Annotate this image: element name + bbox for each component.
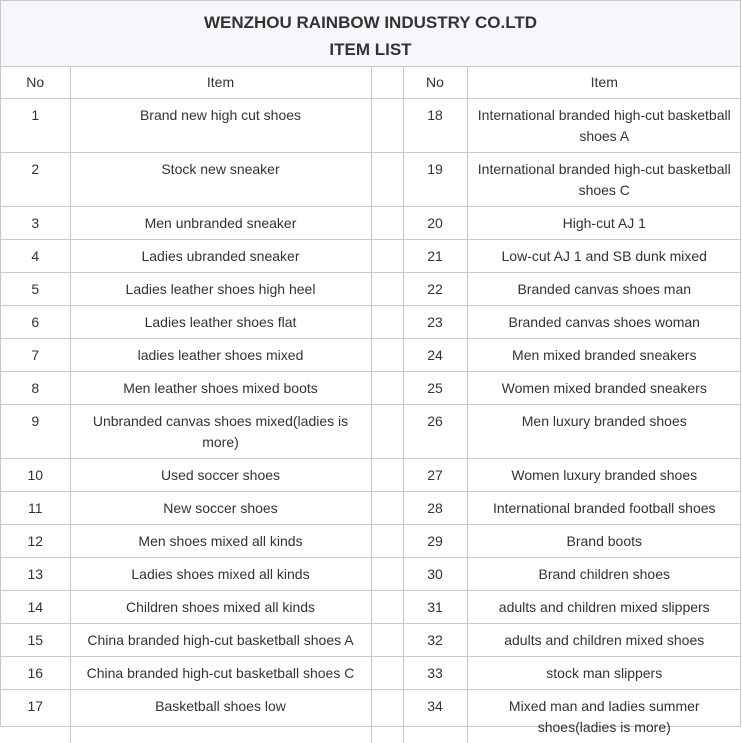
list-title: ITEM LIST bbox=[329, 40, 412, 59]
spacer-cell bbox=[371, 206, 403, 239]
item-name-right: Men luxury branded shoes bbox=[467, 404, 741, 458]
row-number-left: 15 bbox=[1, 623, 70, 656]
spacer-cell bbox=[371, 689, 403, 743]
item-name-right: Branded canvas shoes woman bbox=[467, 305, 741, 338]
table-row bbox=[1, 656, 741, 689]
row-number-right: 22 bbox=[403, 272, 467, 305]
item-name-left: New soccer shoes bbox=[70, 491, 371, 524]
row-number-right: 34 bbox=[403, 689, 467, 743]
table-row bbox=[1, 458, 741, 491]
spacer-cell bbox=[371, 557, 403, 590]
row-number-left: 12 bbox=[1, 524, 70, 557]
table-row bbox=[1, 98, 741, 152]
item-name-left: Ladies leather shoes high heel bbox=[70, 272, 371, 305]
row-number-left: 10 bbox=[1, 458, 70, 491]
item-name-right: International branded high-cut basketball shoes A bbox=[467, 98, 741, 152]
row-number-right: 27 bbox=[403, 458, 467, 491]
company-name: WENZHOU RAINBOW INDUSTRY CO.LTD bbox=[203, 13, 538, 32]
item-name-right: Women luxury branded shoes bbox=[467, 458, 741, 491]
table-row bbox=[1, 590, 741, 623]
table-row bbox=[1, 239, 741, 272]
item-name-right: Men mixed branded sneakers bbox=[467, 338, 741, 371]
row-number-right: 24 bbox=[403, 338, 467, 371]
row-number-left: 11 bbox=[1, 491, 70, 524]
spacer-cell bbox=[371, 338, 403, 371]
row-number-right: 26 bbox=[403, 404, 467, 458]
spacer-cell bbox=[371, 152, 403, 206]
item-name-right: Women mixed branded sneakers bbox=[467, 371, 741, 404]
spacer-cell bbox=[371, 458, 403, 491]
row-number-right: 30 bbox=[403, 557, 467, 590]
table-row bbox=[1, 491, 741, 524]
spacer-cell bbox=[371, 272, 403, 305]
item-name-left: Men shoes mixed all kinds bbox=[70, 524, 371, 557]
row-number-right: 25 bbox=[403, 371, 467, 404]
table-row bbox=[1, 152, 741, 206]
row-number-right: 31 bbox=[403, 590, 467, 623]
row-number-left: 17 bbox=[1, 689, 70, 743]
row-number-right: 21 bbox=[403, 239, 467, 272]
row-number-left: 3 bbox=[1, 206, 70, 239]
item-name-left: ladies leather shoes mixed bbox=[70, 338, 371, 371]
row-number-left: 16 bbox=[1, 656, 70, 689]
header-no-left: No bbox=[1, 67, 70, 98]
header-row bbox=[1, 67, 741, 98]
table-row bbox=[1, 689, 741, 743]
row-number-right: 19 bbox=[403, 152, 467, 206]
item-name-left: Ladies shoes mixed all kinds bbox=[70, 557, 371, 590]
table-body bbox=[1, 98, 741, 743]
table-row bbox=[1, 557, 741, 590]
spacer-cell bbox=[371, 305, 403, 338]
item-table bbox=[1, 67, 741, 743]
item-name-right: International branded high-cut basketball shoes C bbox=[467, 152, 741, 206]
item-name-right: Low-cut AJ 1 and SB dunk mixed bbox=[467, 239, 741, 272]
table-row bbox=[1, 623, 741, 656]
row-number-right: 33 bbox=[403, 656, 467, 689]
item-name-right: Mixed man and ladies summer shoes(ladies is more) bbox=[467, 689, 741, 743]
spacer-cell bbox=[371, 656, 403, 689]
table-row bbox=[1, 338, 741, 371]
item-name-left: China branded high-cut basketball shoes C bbox=[70, 656, 371, 689]
row-number-right: 20 bbox=[403, 206, 467, 239]
item-name-right: Brand boots bbox=[467, 524, 741, 557]
item-name-left: Children shoes mixed all kinds bbox=[70, 590, 371, 623]
row-number-left: 8 bbox=[1, 371, 70, 404]
row-number-left: 5 bbox=[1, 272, 70, 305]
spacer-cell bbox=[371, 404, 403, 458]
item-name-left: Stock new sneaker bbox=[70, 152, 371, 206]
spacer-cell bbox=[371, 524, 403, 557]
item-name-right: High-cut AJ 1 bbox=[467, 206, 741, 239]
table-row bbox=[1, 206, 741, 239]
item-name-right: International branded football shoes bbox=[467, 491, 741, 524]
item-name-right: adults and children mixed shoes bbox=[467, 623, 741, 656]
row-number-right: 28 bbox=[403, 491, 467, 524]
item-name-right: Brand children shoes bbox=[467, 557, 741, 590]
item-name-left: Men leather shoes mixed boots bbox=[70, 371, 371, 404]
item-name-left: Basketball shoes low bbox=[70, 689, 371, 743]
spacer-cell bbox=[371, 98, 403, 152]
row-number-left: 6 bbox=[1, 305, 70, 338]
item-name-right: Branded canvas shoes man bbox=[467, 272, 741, 305]
header-item-left: Item bbox=[70, 67, 371, 98]
table-row bbox=[1, 272, 741, 305]
item-name-left: Ladies leather shoes flat bbox=[70, 305, 371, 338]
row-number-left: 2 bbox=[1, 152, 70, 206]
row-number-left: 1 bbox=[1, 98, 70, 152]
spacer-cell bbox=[371, 623, 403, 656]
spacer-column-header bbox=[371, 67, 403, 98]
item-name-left: Brand new high cut shoes bbox=[70, 98, 371, 152]
item-name-left: Unbranded canvas shoes mixed(ladies is more) bbox=[70, 404, 371, 458]
table-row bbox=[1, 404, 741, 458]
header-no-right: No bbox=[403, 67, 467, 98]
item-name-left: Men unbranded sneaker bbox=[70, 206, 371, 239]
spacer-cell bbox=[371, 590, 403, 623]
row-number-right: 32 bbox=[403, 623, 467, 656]
item-name-right: adults and children mixed slippers bbox=[467, 590, 741, 623]
header-item-right: Item bbox=[467, 67, 741, 98]
row-number-right: 23 bbox=[403, 305, 467, 338]
row-number-left: 4 bbox=[1, 239, 70, 272]
table-row bbox=[1, 371, 741, 404]
spacer-cell bbox=[371, 491, 403, 524]
item-name-left: Ladies ubranded sneaker bbox=[70, 239, 371, 272]
item-name-left: Used soccer shoes bbox=[70, 458, 371, 491]
spacer-cell bbox=[371, 371, 403, 404]
row-number-left: 7 bbox=[1, 338, 70, 371]
table-row bbox=[1, 305, 741, 338]
row-number-left: 14 bbox=[1, 590, 70, 623]
row-number-left: 9 bbox=[1, 404, 70, 458]
row-number-left: 13 bbox=[1, 557, 70, 590]
row-number-right: 29 bbox=[403, 524, 467, 557]
spacer-cell bbox=[371, 239, 403, 272]
title-block bbox=[1, 1, 740, 67]
item-name-right: stock man slippers bbox=[467, 656, 741, 689]
item-name-left: China branded high-cut basketball shoes A bbox=[70, 623, 371, 656]
table-row bbox=[1, 524, 741, 557]
row-number-right: 18 bbox=[403, 98, 467, 152]
